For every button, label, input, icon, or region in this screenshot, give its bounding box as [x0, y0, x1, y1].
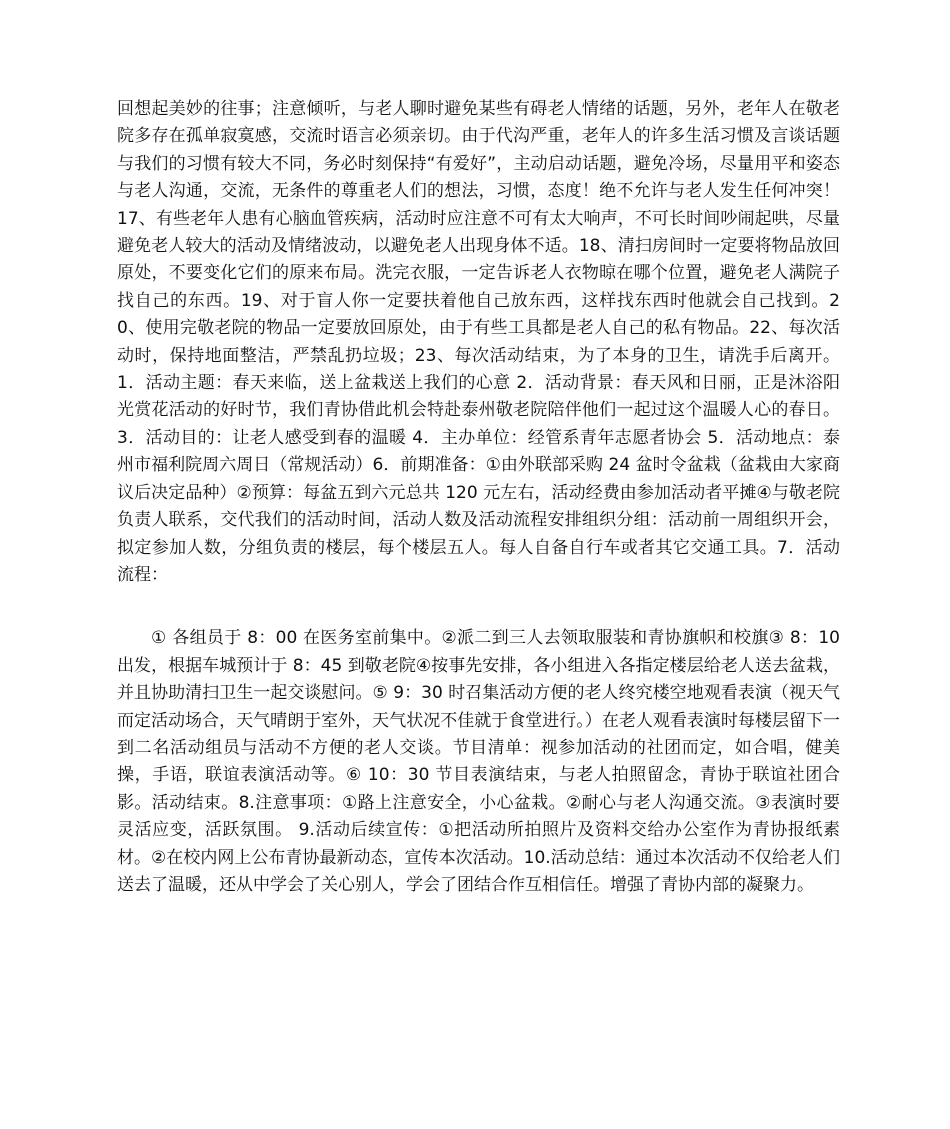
paragraph-activity-notes: 回想起美妙的往事；注意倾听，与老人聊时避免某些有碍老人情绪的话题，另外，老年人在敬老院多存在孤单寂寞感，交流时语言必须亲切。由于代沟严重，老年人的许多生活习惯及言谈话题与我们的习惯有较大不同，务必时刻保持“有爱好”，主动启动话题，避免冷场，尽量用平和姿态与老人沟通，交流，无条件的尊重老人们的想法，习惯，态度！绝不允许与老人发生任何冲突！17、有些老年人患有心脑血管疾病，活动时应注意不可有太大响声，不可长时间吵闹起哄，尽量避免老人较大的活动及情绪波动，以避免老人出现身体不适。18、清扫房间时一定要将物品放回原处，不要变化它们的原来布局。洗完衣服，一定告诉老人衣物晾在哪个位置，避免老人满院子找自己的东西。19、对于盲人你一定要扶着他自己放东西，这样找东西时他就会自己找到。20、使用完敬老院的物品一定要放回原处，由于有些工具都是老人自己的私有物品。22、每次活动时，保持地面整洁，严禁乱扔垃圾；23、每次活动结束，为了本身的卫生，请洗手后离开。1．活动主题：春天来临，送上盆栽送上我们的心意 2．活动背景：春天风和日丽，正是沐浴阳光赏花活动的好时节，我们青协借此机会特赴泰州敬老院陪伴他们一起过这个温暖人心的春日。3．活动目的：让老人感受到春的温暖 4．主办单位：经管系青年志愿者协会 5．活动地点：泰州市福利院周六周日（常规活动）6．前期准备：①由外联部采购 24 盆时令盆栽（盆栽由大家商议后决定品种）②预算：每盆五到六元总共 120 元左右，活动经费由参加活动者平摊④与敬老院负责人联系，交代我们的活动时间，活动人数及活动流程安排组织分组：活动前一周组织开会，拟定参加人数，分组负责的楼层，每个楼层五人。每人自备自行车或者其它交通工具。7．活动流程： [117, 99, 840, 585]
document-body [117, 96, 840, 899]
paragraph-activity-flow: ① 各组员于 8：00 在医务室前集中。②派二到三人去领取服装和青协旗帜和校旗③ 8：10 出发，根据车城预计于 8：45 到敬老院④按事先安排，各小组进入各指定楼层给老人送去盆栽，并且协助清扫卫生一起交谈慰问。⑤ 9：30 时召集活动方便的老人终究楼空地观看表演（视天气而定活动场合，天气晴朗于室外，天气状况不佳就于食堂进行。）在老人观看表演时每楼层留下一到二名活动组员与活动不方便的老人交谈。节目清单：视参加活动的社团而定，如合唱，健美操，手语，联谊表演活动等。⑥ 10：30 节目表演结束，与老人拍照留念，青协于联谊社团合影。活动结束。8.注意事项：①路上注意安全，小心盆栽。②耐心与老人沟通交流。③表演时要灵活应变，活跃氛围。 9.活动后续宣传：①把活动所拍照片及资料交给办公室作为青协报纸素材。②在校内网上公布青协最新动态，宣传本次活动。10.活动总结：通过本次活动不仅给老人们送去了温暖，还从中学会了关心别人，学会了团结合作互相信任。增强了青协内部的凝聚力。 [117, 628, 840, 895]
